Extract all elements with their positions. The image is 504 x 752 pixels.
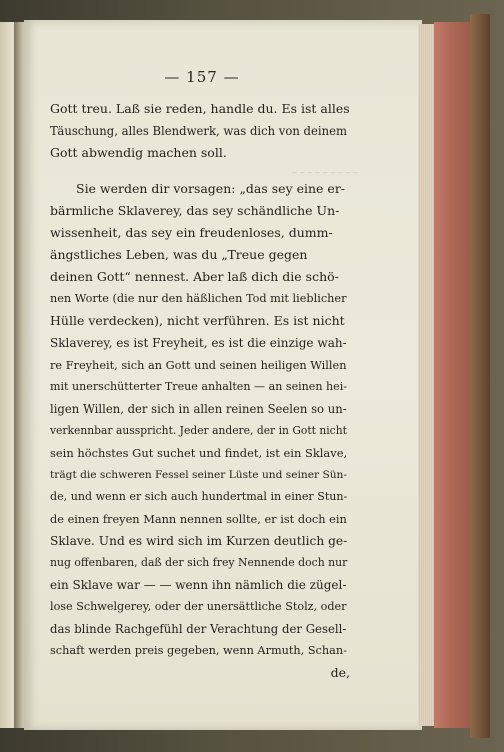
text-line: schaft werden preis gegeben, wenn Armuth, Schan- [50, 644, 347, 657]
text-line: Sklaverey, es ist Freyheit, es ist die einzige wah- [50, 336, 347, 350]
text-line: Sklave. Und es wird sich im Kurzen deutlich ge- [50, 534, 348, 548]
text-line: Gott treu. Laß sie reden, handle du. Es ist alles [50, 101, 350, 116]
text-line: Sie werden dir vorsagen: „das sey eine er- [76, 181, 346, 196]
text-line: deinen Gott“ nennest. Aber laß dich die schö- [50, 269, 339, 284]
text-line: wissenheit, das sey ein freudenloses, dumm- [50, 225, 333, 240]
text-line: lose Schwelgerey, oder der unersättliche Stolz, oder [50, 600, 347, 613]
show-through-text: ‒ ‒ ‒ ‒ ‒ ‒ ‒ ‒ ‒ [292, 168, 359, 177]
text-line: nug offenbaren, daß der sich frey Nennende doch nur [50, 556, 348, 569]
text-line: Gott abwendig machen soll. [50, 145, 227, 160]
text-line: Täuschung, alles Blendwerk, was dich von deinem [50, 124, 347, 138]
text-line: ligen Willen, der sich in allen reinen Seelen so un- [50, 402, 347, 416]
catchword: de, [330, 665, 350, 680]
text-line: verkennbar ausspricht. Jeder andere, der in Gott nicht [50, 424, 347, 437]
text-line: ängstliches Leben, was du „Treue gegen [50, 247, 308, 262]
text-line: Hülle verdecken), nicht verführen. Es ist nicht [50, 313, 345, 328]
text-line: de einen freyen Mann nennen sollte, er ist doch ein [50, 512, 347, 526]
text-line: sein höchstes Gut suchet und findet, ist ein Sklave, [50, 446, 348, 460]
book-cover-edge [470, 14, 490, 738]
text-line: mit unerschütterter Treue anhalten — an seinen hei- [50, 380, 347, 393]
text-line: ein Sklave war — — wenn ihn nämlich die zügel- [50, 578, 347, 592]
text-line: re Freyheit, sich an Gott und seinen heiligen Willen [50, 358, 347, 372]
text-line: das blinde Rachgefühl der Verachtung der Gesell- [50, 622, 347, 636]
text-line: bärmliche Sklaverey, das sey schändliche Un- [50, 203, 340, 218]
red-page-edge [434, 22, 472, 728]
text-line: nen Worte (die nur den häßlichen Tod mit lieblicher [50, 292, 347, 305]
text-line: de, und wenn er sich auch hundertmal in einer Stun- [50, 490, 348, 503]
page-number: — 157 — [164, 68, 240, 86]
text-line: trägt die schweren Fessel seiner Lüste und seiner Sün- [50, 468, 347, 481]
